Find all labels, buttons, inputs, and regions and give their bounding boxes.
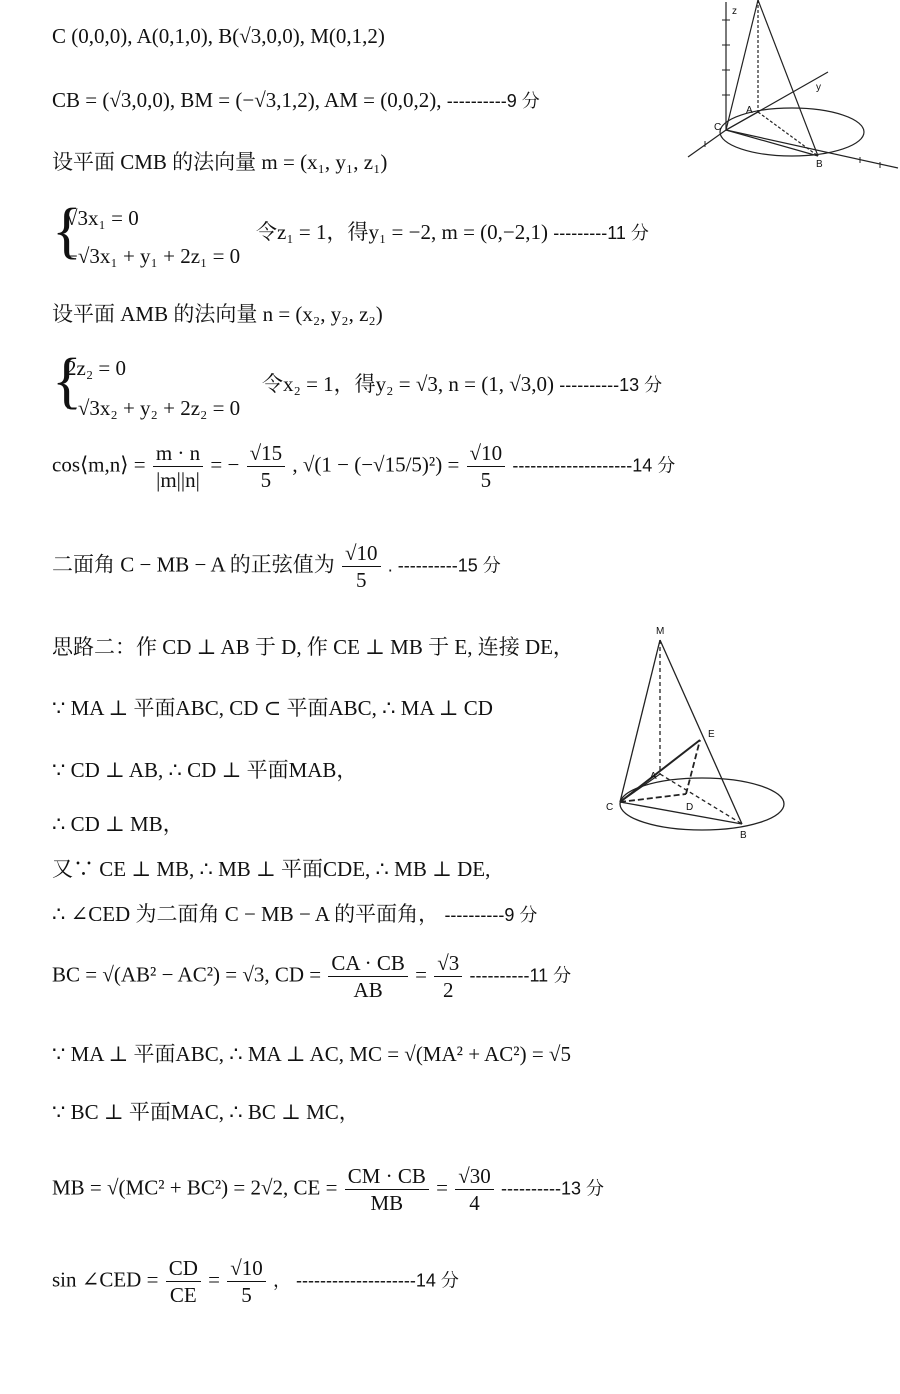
cd-result-fraction: $\frac{√3}{2}$ [434, 950, 462, 1003]
score-13: ----------13 分 [559, 375, 663, 395]
score-9: ----------9 分 [446, 91, 540, 111]
sin-line: sin ∠CED = $\frac{CD}{CE}$ = $\frac{√10}{5}$ ， --------------------14 分 [52, 1256, 459, 1307]
system1-result: 令z₁ = 1，得y₁ = −2, m = (0,−2,1) ---------11 分 [256, 220, 649, 244]
score-15: . ----------15 分 [387, 555, 501, 576]
bc-line: BC = √(AB² − AC²) = √3, CD = $\frac{CA \cdot CB}{AB}$ = $\frac{√3}{2}$ ----------11 分 [52, 951, 572, 1002]
system2-brace: { [52, 347, 82, 415]
system1-eq1: √3x₁ = 0 [66, 206, 139, 230]
sine-result-fraction: $\frac{√10}{5}$ [467, 440, 506, 493]
vectors-line: CB = (√3,0,0), BM = (−√3,1,2), AM = (0,0,2), ----------9 分 [52, 88, 540, 112]
label-c: C [714, 122, 722, 133]
system2-eq1: 2z₂ = 0 [66, 356, 126, 380]
label-b: B [816, 159, 823, 170]
label-m: M [656, 626, 665, 637]
cos-value-fraction: $\frac{√15}{5}$ [247, 440, 286, 493]
figure-cone-dihedral [600, 622, 800, 842]
ma-line: ∵ MA ⊥ 平面ABC, ∴ MA ⊥ AC, MC = √(MA² + AC²) = √5 [52, 1042, 571, 1066]
score-13b: ----------13 分 [501, 1178, 604, 1199]
label-c2: C [606, 802, 614, 813]
sin-result-fraction: $\frac{√10}{5}$ [227, 1255, 266, 1308]
label-d: D [686, 802, 694, 813]
sine-fraction: $\frac{√10}{5}$ [342, 540, 381, 593]
cd-fraction: $\frac{CA \cdot CB}{AB}$ [328, 950, 408, 1003]
sin-fraction: $\frac{CD}{CE}$ [166, 1255, 201, 1308]
normal-m-intro: 设平面 CMB 的法向量 m = (x₁, y₁, z₁) [52, 150, 388, 174]
score-14: --------------------14 分 [512, 455, 676, 476]
reason-line-1: ∵ MA ⊥ 平面ABC, CD ⊂ 平面ABC, ∴ MA ⊥ CD [52, 696, 493, 720]
figure-cone-axes [680, 0, 900, 175]
score-11b: ----------11 分 [469, 965, 572, 986]
base-ellipse-2 [620, 778, 784, 830]
system1-brace: { [52, 197, 82, 265]
label-e: E [708, 729, 715, 740]
system1-eq2: −√3x₁ + y₁ + 2z₁ = 0 [66, 244, 241, 268]
x-axis [726, 130, 898, 168]
label-z: z [732, 6, 737, 17]
system2-eq2: −√3x₂ + y₂ + 2z₂ = 0 [66, 396, 241, 420]
sine-line: 二面角 C − MB − A 的正弦值为 $\frac{√10}{5}$ . ----------15 分 [52, 541, 501, 592]
ce-result-fraction: $\frac{√30}{4}$ [455, 1163, 494, 1216]
ce-fraction: $\frac{CM \cdot CB}{MB}$ [345, 1163, 429, 1216]
reason-line-2: ∵ CD ⊥ AB, ∴ CD ⊥ 平面MAB， [52, 758, 358, 782]
label-y: y [816, 82, 821, 93]
normal-n-intro: 设平面 AMB 的法向量 n = (x₂, y₂, z₂) [52, 302, 383, 326]
score-14b: ， --------------------14 分 [273, 1270, 459, 1291]
reason-line-5: ∴ ∠CED 为二面角 C − MB − A 的平面角， ----------9 分 [52, 902, 538, 926]
reason-line-4: 又∵ CE ⊥ MB, ∴ MB ⊥ 平面CDE, ∴ MB ⊥ DE, [52, 857, 491, 881]
reason-line-3: ∴ CD ⊥ MB， [52, 812, 184, 836]
score-11: ---------11 分 [553, 223, 649, 243]
score-9b: ----------9 分 [444, 905, 538, 925]
coordinates-line: C (0,0,0), A(0,1,0), B(√3,0,0), M(0,1,2) [52, 24, 385, 48]
bc-mac-line: ∵ BC ⊥ 平面MAC, ∴ BC ⊥ MC， [52, 1100, 360, 1124]
line-ce [620, 740, 700, 802]
label-b2: B [740, 830, 747, 841]
cos-line: cos⟨m,n⟩ = $\frac{m \cdot n}{|m||n|}$ = − $\frac{√15}{5}$ , √(1 − (−√15/5)²) = $\frac{√10}{5}$ --------------------14 分 [52, 441, 676, 492]
label-a: A [746, 105, 753, 116]
idea2-line: 思路二：作 CD ⊥ AB 于 D, 作 CE ⊥ MB 于 E, 连接 DE， [52, 635, 574, 659]
cos-fraction: $\frac{m \cdot n}{|m||n|}$ [153, 440, 203, 493]
system2-result: 令x₂ = 1，得y₂ = √3, n = (1, √3,0) ----------13 分 [262, 372, 663, 396]
mb-line: MB = √(MC² + BC²) = 2√2, CE = $\frac{CM \cdot CB}{MB}$ = $\frac{√30}{4}$ ----------13 分 [52, 1164, 604, 1215]
label-a2: A [650, 771, 657, 782]
